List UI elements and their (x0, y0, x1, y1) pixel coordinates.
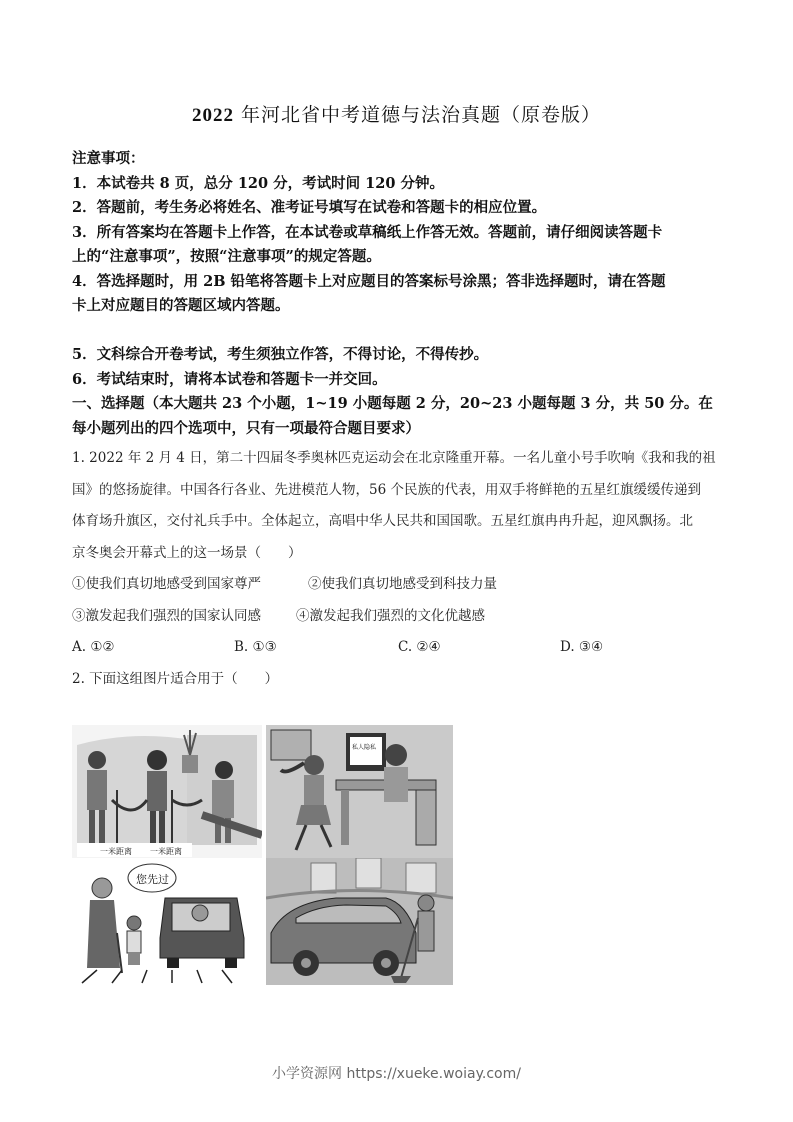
caption-distance-1: 一米距离 (100, 847, 132, 856)
notice-section-continued (72, 343, 732, 441)
q1-option-c[interactable]: C. ②④ (398, 639, 441, 655)
section-heading-line2: 每小题列出的四个选项中，只有一项最符合题目要求） (72, 419, 420, 437)
q1-statements-row2 (72, 601, 732, 633)
q1-option-a[interactable]: A. ①② (72, 639, 115, 655)
picture-littering-car (266, 858, 453, 985)
screen-text: 私人隐私 (352, 744, 377, 751)
notice-item: 1．本试卷共 8 页，总分 120 分，考试时间 120 分钟。 (72, 174, 444, 192)
footer-watermark: 小学资源网 https://xueke.woiay.com/ (272, 1066, 521, 1082)
notice-item: 3．所有答案均在答题卡上作答，在本试卷或草稿纸上作答无效。答题前，请仔细阅读答题卡 (72, 223, 663, 241)
notice-section (72, 147, 732, 319)
q1-stem-line: 体育场升旗区，交付礼兵手中。全体起立，高唱中华人民共和国国歌。五星红旗冉冉升起，迎风飘扬。北 (72, 513, 693, 529)
q1-statement: ②使我们真切地感受到科技力量 (308, 576, 497, 592)
question-1 (72, 443, 732, 695)
notice-item: 2．答题前，考生务必将姓名、准考证号填写在试卷和答题卡的相应位置。 (72, 199, 547, 216)
q2-picture-group (72, 725, 453, 985)
q1-statement: ①使我们真切地感受到国家尊严 (72, 576, 261, 592)
notice-item: 6．考试结束时，请将本试卷和答题卡一并交回。 (72, 370, 387, 388)
section-heading-line1: 一、选择题（本大题共 23 个小题，1~19 小题每题 2 分，20~23 小题每题 3 分，共 50 分。在 (72, 395, 713, 412)
notice-item: 上的“注意事项”，按照“注意事项”的规定答题。 (72, 248, 381, 265)
q1-stem-line: 国》的悠扬旋律。中国各行各业、先进模范人物，56 个民族的代表，用双手将鲜艳的五星红旗缓缓传递到 (72, 481, 701, 498)
q1-statement: ④激发起我们强烈的文化优越感 (296, 607, 485, 624)
q1-options (72, 632, 732, 664)
title-text: 年河北省中考道德与法治真题（原卷版） (233, 104, 602, 126)
q1-statements-row1 (72, 569, 732, 601)
q1-stem-line: 1. 2022 年 2 月 4 日，第二十四届冬季奥林匹克运动会在北京隆重开幕。一名儿童小号手吹响《我和我的祖 (72, 450, 716, 466)
q2-stem: 2. 下面这组图片适合用于（ ） (72, 670, 279, 687)
picture-queue-distance (72, 725, 262, 858)
picture-privacy-screen (266, 725, 453, 858)
caption-distance-2: 一米距离 (150, 847, 182, 856)
notice-item: 卡上对应题目的答题区域内答题。 (72, 297, 290, 314)
picture-driver-yields (72, 858, 262, 985)
title-year: 2022 (191, 105, 234, 126)
q1-stem-line: 京冬奥会开幕式上的这一场景（ ） (72, 544, 302, 561)
notice-item: 4．答选择题时，用 2B 铅笔将答题卡上对应题目的答案标号涂黑；答非选择题时，请在答题 (72, 272, 666, 290)
q1-option-b[interactable]: B. ①③ (234, 639, 277, 655)
notice-item: 5．文科综合开卷考试，考生须独立作答，不得讨论，不得传抄。 (72, 346, 489, 363)
document-title (0, 100, 793, 127)
notice-heading: 注意事项： (72, 150, 145, 167)
q1-statement: ③激发起我们强烈的国家认同感 (72, 607, 261, 624)
q1-option-d[interactable]: D. ③④ (560, 639, 604, 655)
speech-bubble-text: 您先过 (136, 873, 169, 886)
